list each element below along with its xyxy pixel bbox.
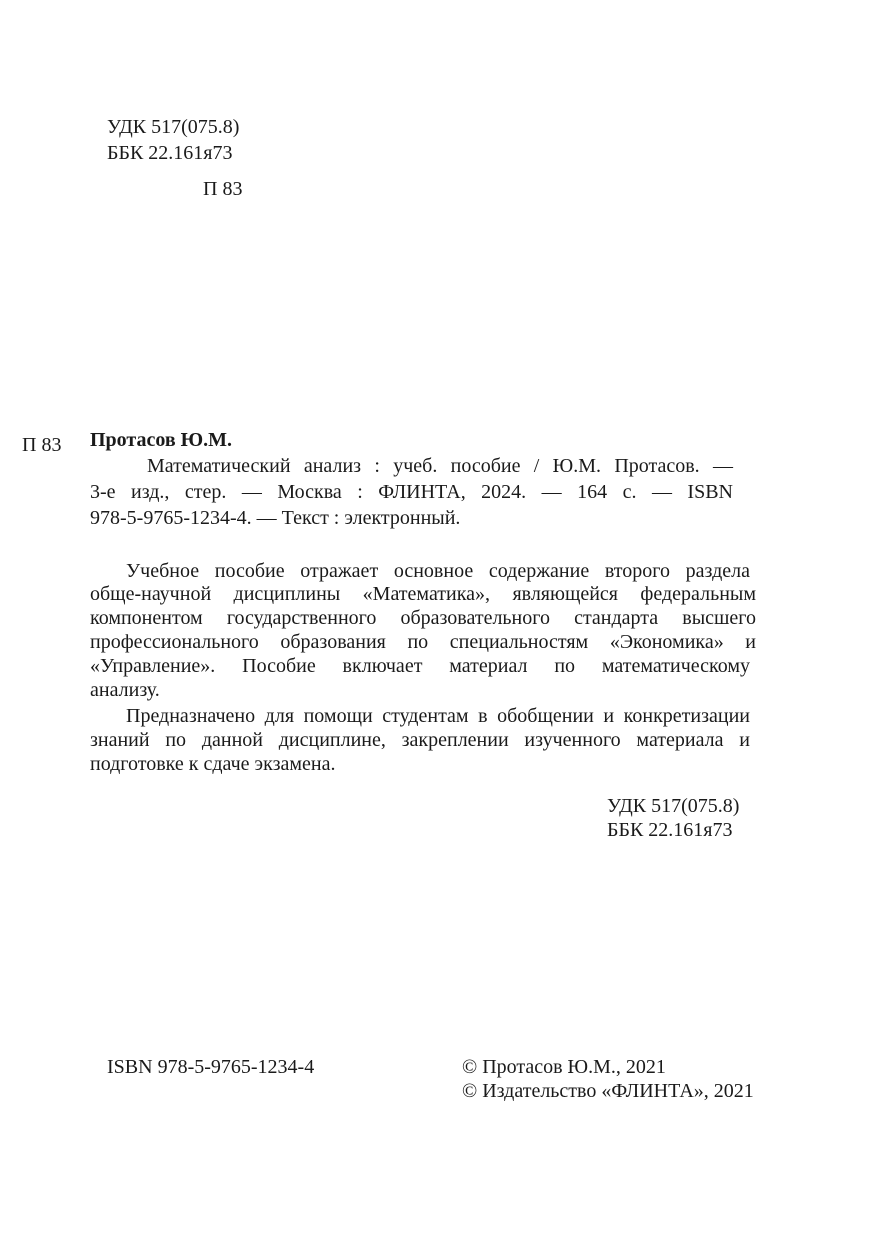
annotation-p2-line-3: подготовке к сдаче экзамена. xyxy=(90,753,336,775)
footer-isbn: ISBN 978-5-9765-1234-4 xyxy=(107,1056,315,1078)
top-udk-code: УДК 517(075.8) xyxy=(107,116,240,138)
annotation-p2-line-2: знаний по данной дисциплине, закреплении изученного материала и xyxy=(90,729,750,751)
catalog-description-line-1: Математический анализ : учеб. пособие / Ю.М. Протасов. — xyxy=(147,455,733,477)
catalog-description-line-3: 978-5-9765-1234-4. — Текст : электронный. xyxy=(90,507,461,529)
bottom-bbk-code: ББК 22.161я73 xyxy=(607,819,733,841)
bottom-udk-code: УДК 517(075.8) xyxy=(607,795,740,817)
top-author-mark: П 83 xyxy=(203,178,243,200)
copyright-author: © Протасов Ю.М., 2021 xyxy=(462,1056,666,1078)
annotation-p1-line-6: анализу. xyxy=(90,679,160,701)
catalog-author-name: Протасов Ю.М. xyxy=(90,429,233,451)
annotation-p1-line-1: Учебное пособие отражает основное содержание второго раздела xyxy=(126,560,750,582)
annotation-p1-line-3: компонентом государственного образовательного стандарта высшего xyxy=(90,607,756,629)
catalog-author-mark: П 83 xyxy=(22,434,62,456)
copyright-publisher: © Издательство «ФЛИНТА», 2021 xyxy=(462,1080,754,1102)
annotation-p2-line-1: Предназначено для помощи студентам в обобщении и конкретизации xyxy=(126,705,750,727)
annotation-p1-line-5: «Управление». Пособие включает материал по математическому xyxy=(90,655,750,677)
annotation-p1-line-2: обще-научной дисциплины «Математика», являющейся федеральным xyxy=(90,583,756,605)
catalog-description-line-2: 3-е изд., стер. — Москва : ФЛИНТА, 2024. — 164 с. — ISBN xyxy=(90,481,733,503)
top-bbk-code: ББК 22.161я73 xyxy=(107,142,233,164)
annotation-p1-line-4: профессионального образования по специальностям «Экономика» и xyxy=(90,631,756,653)
